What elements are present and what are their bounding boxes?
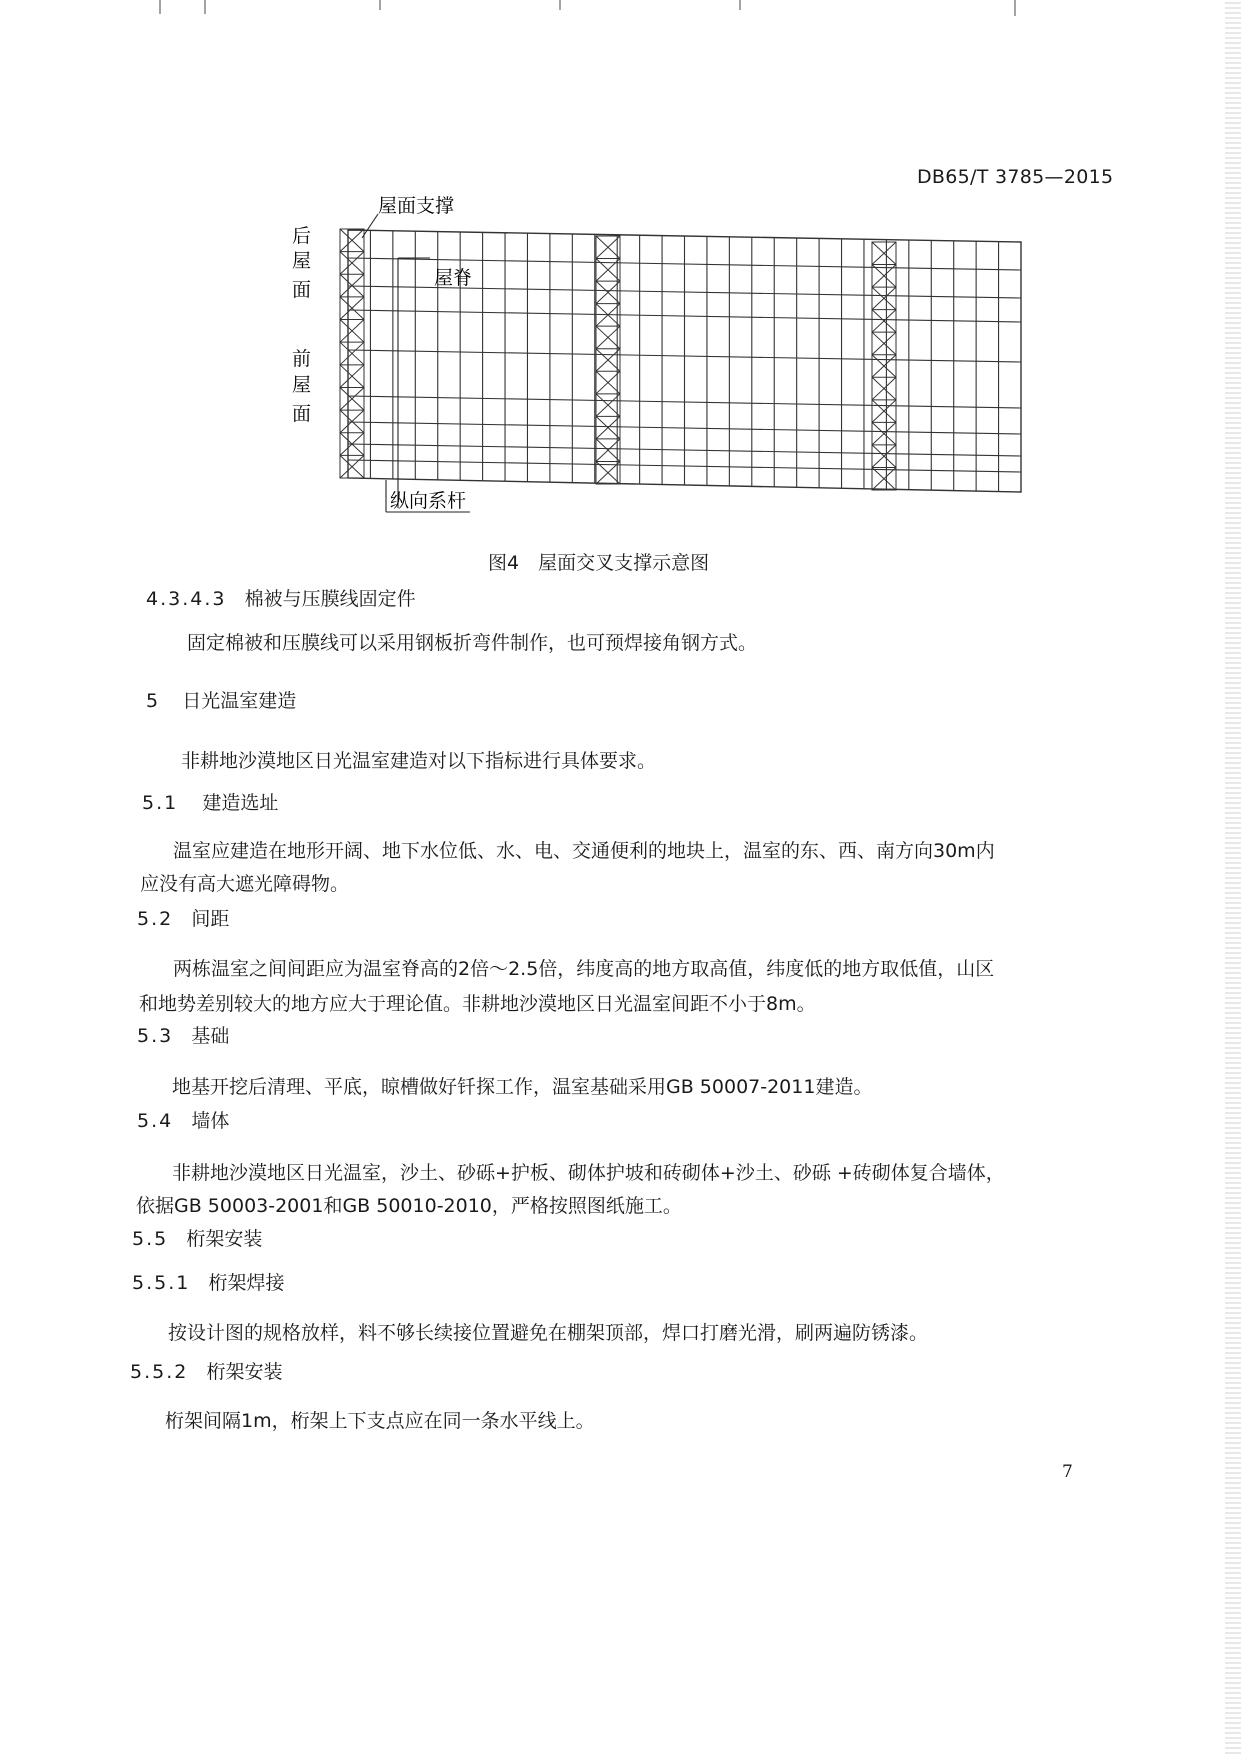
section-number: 5.5 (132, 1228, 169, 1250)
section-5-4-heading (137, 1106, 229, 1133)
section-number: 5 (146, 690, 159, 712)
section-number: 5.1 (142, 792, 179, 814)
tie-rod-label: 纵向系杆 (390, 490, 467, 512)
section-title: 桁架焊接 (208, 1272, 285, 1294)
cross-brace-right (872, 242, 896, 490)
cross-brace-left (340, 229, 364, 478)
paragraph: 非耕地沙漠地区日光温室建造对以下指标进行具体要求。 (181, 750, 657, 772)
section-5-2-heading (137, 904, 229, 931)
section-number: 5.5.1 (132, 1272, 191, 1294)
section-number: 5.5.2 (130, 1361, 189, 1383)
cross-brace-middle (596, 236, 620, 484)
section-number: 5.4 (137, 1110, 174, 1132)
front-roof-label-1: 前 (292, 348, 312, 370)
section-5-3-heading (137, 1021, 229, 1048)
paragraph: 按设计图的规格放样，料不够长续接位置避免在棚架顶部，焊口打磨光滑，刷两遍防锈漆。 (168, 1322, 929, 1344)
section-number: 5.2 (137, 908, 174, 930)
paragraph: 地基开挖后清理、平底，晾槽做好钎探工作，温室基础采用GB 50007-2011建造。 (172, 1076, 873, 1098)
paragraph: 两栋温室之间间距应为温室脊高的2倍～2.5倍，纬度高的地方取高值，纬度低的地方取低值，山区 (173, 958, 995, 980)
section-number: 4.3.4.3 (146, 588, 227, 610)
section-title: 墙体 (191, 1110, 230, 1132)
page-number: 7 (1062, 1462, 1073, 1482)
paragraph: 温室应建造在地形开阔、地下水位低、水、电、交通便利的地块上，温室的东、西、南方向30m内 (173, 840, 995, 862)
paragraph-continued: 应没有高大遮光障碍物。 (140, 873, 350, 895)
section-5-5-2-heading (130, 1357, 283, 1384)
front-roof-label-3: 面 (292, 403, 312, 425)
roof-cross-brace-figure (292, 195, 1030, 560)
section-title: 桁架安装 (206, 1361, 283, 1383)
section-title: 建造选址 (202, 792, 279, 814)
section-5-5-1-heading (132, 1268, 285, 1295)
section-5-1-heading (142, 788, 278, 815)
section-number: 5.3 (137, 1025, 174, 1047)
paragraph-continued: 依据GB 50003-2001和GB 50010-2010，严格按照图纸施工。 (136, 1195, 682, 1217)
scan-edge-artifact (1225, 0, 1241, 1754)
back-roof-label-3: 面 (292, 279, 312, 301)
document-code: DB65/T 3785—2015 (917, 166, 1114, 188)
ridge-label: 屋脊 (434, 267, 473, 289)
section-title: 棉被与压膜线固定件 (244, 588, 416, 610)
paragraph-continued: 和地势差别较大的地方应大于理论值。非耕地沙漠地区日光温室间距不小于8m。 (139, 993, 816, 1015)
section-4-3-4-3-heading (146, 584, 416, 611)
roof-brace-label: 屋面支撑 (378, 195, 455, 217)
paragraph: 固定棉被和压膜线可以采用钢板折弯件制作，也可预焊接角钢方式。 (187, 632, 758, 654)
section-title: 桁架安装 (186, 1228, 263, 1250)
section-5-heading (146, 686, 296, 713)
section-5-5-heading (132, 1224, 262, 1251)
back-roof-label-1: 后 (292, 225, 312, 247)
paragraph: 桁架间隔1m，桁架上下支点应在同一条水平线上。 (165, 1410, 595, 1432)
top-registration-marks (0, 0, 1241, 20)
section-title: 基础 (191, 1025, 230, 1047)
section-title: 日光温室建造 (182, 690, 297, 712)
back-roof-label-2: 屋 (292, 250, 312, 272)
figure-caption: 图4 屋面交叉支撑示意图 (488, 552, 710, 574)
paragraph: 非耕地沙漠地区日光温室，沙土、砂砾+护板、砌体护坡和砖砌体+沙土、砂砾 +砖砌体复合墙体， (172, 1162, 1005, 1184)
front-roof-label-2: 屋 (292, 374, 312, 396)
section-title: 间距 (191, 908, 230, 930)
